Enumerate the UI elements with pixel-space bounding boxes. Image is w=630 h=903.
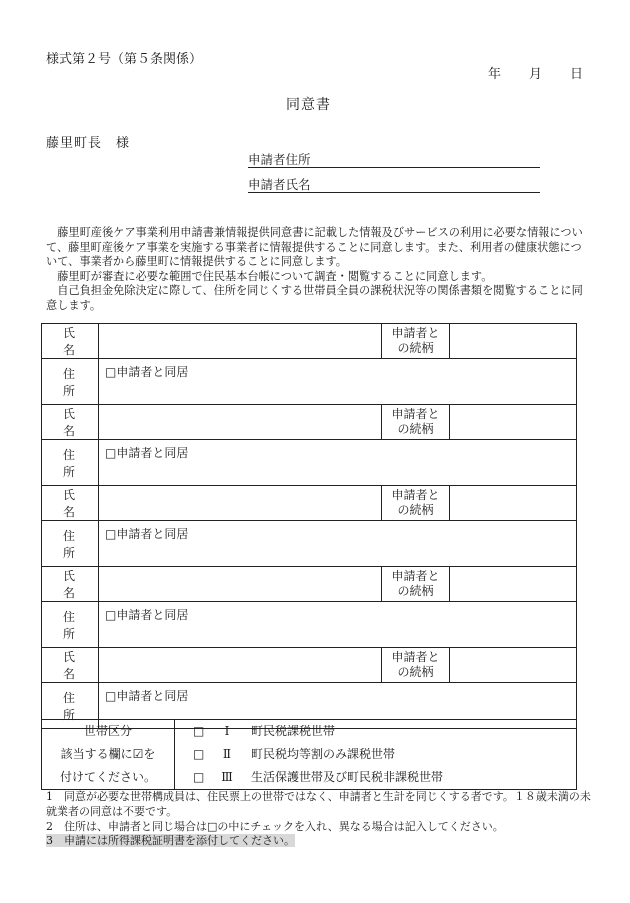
member-address-row: [42, 359, 577, 405]
member-relation-input[interactable]: [450, 324, 577, 359]
option-number: Ⅱ: [222, 747, 232, 761]
address-label: 住 所: [42, 359, 99, 405]
highlighted-note: 3 申請には所得課税証明書を添付してください。: [46, 834, 295, 848]
note-item: 1 同意が必要な世帯構成員は、住民票上の世帯ではなく、申請者と生計を同じくする者です。１８歳未満の未就業者の同意は不要です。: [46, 790, 591, 818]
member-name-row: [42, 324, 577, 359]
consent-text: [46, 226, 586, 314]
checkbox-icon[interactable]: □: [193, 747, 205, 761]
note-item: 2 住所は、申請者と同じ場合は□の中にチェックを入れ、異なる場合は記入してください。: [46, 819, 504, 833]
member-address-input[interactable]: [99, 359, 577, 405]
member-relation-input[interactable]: [450, 405, 577, 440]
household-option-1[interactable]: [193, 720, 576, 743]
cohabit-checkbox[interactable]: □申請者と同居: [105, 365, 189, 379]
applicant-address-label: 申請者住所: [248, 152, 311, 167]
notes: [46, 790, 591, 849]
name-label: 氏 名: [42, 567, 99, 602]
relation-label: [382, 567, 450, 602]
household-category-title: 世帯区分: [83, 724, 132, 738]
relation-label: [382, 486, 450, 521]
option-label: 町民税均等割のみ課税世帯: [251, 747, 396, 761]
relation-label-line: 申請者と: [391, 650, 440, 664]
member-name-row: [42, 486, 577, 521]
member-name-row: [42, 567, 577, 602]
household-option-2[interactable]: [193, 743, 576, 766]
member-name-input[interactable]: [99, 405, 382, 440]
relation-label: [382, 324, 450, 359]
addressee: 藤里町長 様: [46, 136, 131, 151]
member-name-row: [42, 405, 577, 440]
name-label: 氏 名: [42, 486, 99, 521]
option-number: Ⅰ: [224, 724, 230, 738]
relation-label-line: の続柄: [397, 341, 434, 355]
member-name-input[interactable]: [99, 567, 382, 602]
name-label: 氏 名: [42, 648, 99, 683]
date-year: 年: [488, 67, 502, 82]
document-title: 同意書: [286, 97, 331, 113]
relation-label-line: 申請者と: [391, 326, 440, 340]
option-label: 町民税課税世帯: [251, 724, 336, 738]
relation-label-line: の続柄: [397, 584, 434, 598]
member-name-input[interactable]: [99, 324, 382, 359]
address-label: 住 所: [42, 602, 99, 648]
member-relation-input[interactable]: [450, 567, 577, 602]
option-label: 生活保護世帯及び町民税非課税世帯: [251, 770, 444, 784]
member-address-input[interactable]: [99, 602, 577, 648]
cohabit-checkbox[interactable]: □申請者と同居: [105, 689, 189, 703]
checkbox-icon[interactable]: □: [193, 770, 205, 784]
address-label: 住 所: [42, 683, 99, 729]
name-label: 氏 名: [42, 324, 99, 359]
name-label: 氏 名: [42, 405, 99, 440]
date-line: [488, 63, 583, 82]
checkbox-icon[interactable]: □: [193, 724, 205, 738]
relation-label-line: 申請者と: [391, 407, 440, 421]
relation-label-line: の続柄: [397, 665, 434, 679]
consent-paragraph: 自己負担金免除決定に際して、住所を同じくする世帯員全員の課税状況等の関係書類を閲覧することに同意します。: [46, 284, 583, 312]
consent-paragraph: 藤里町が審査に必要な範囲で住民基本台帳について調査・閲覧することに同意します。: [57, 269, 493, 283]
relation-label-line: 申請者と: [391, 569, 440, 583]
date-month: 月: [529, 67, 543, 82]
member-name-input[interactable]: [99, 486, 382, 521]
relation-label-line: の続柄: [397, 422, 434, 436]
address-label: 住 所: [42, 440, 99, 486]
household-category-instruction: 付けてください。: [59, 770, 156, 784]
member-relation-input[interactable]: [450, 648, 577, 683]
member-name-row: [42, 648, 577, 683]
cohabit-checkbox[interactable]: □申請者と同居: [105, 608, 189, 622]
household-category-instruction: 該当する欄に☑を: [60, 747, 156, 761]
applicant-name-field[interactable]: [248, 175, 540, 193]
member-address-input[interactable]: [99, 440, 577, 486]
relation-label-line: の続柄: [397, 503, 434, 517]
date-day: 日: [570, 67, 584, 82]
household-option-3[interactable]: [193, 766, 576, 789]
note-item: [46, 834, 591, 849]
form-number: 様式第２号（第５条関係）: [46, 52, 203, 67]
relation-label: [382, 405, 450, 440]
household-members-table: [41, 323, 577, 729]
address-label: 住 所: [42, 521, 99, 567]
member-relation-input[interactable]: [450, 486, 577, 521]
member-address-row: [42, 440, 577, 486]
cohabit-checkbox[interactable]: □申請者と同居: [105, 527, 189, 541]
household-category-label: [42, 720, 175, 790]
member-address-input[interactable]: [99, 521, 577, 567]
member-address-row: [42, 521, 577, 567]
option-number: Ⅲ: [221, 770, 233, 784]
consent-paragraph: 藤里町産後ケア事業利用申請書兼情報提供同意書に記載した情報及びサービスの利用に必要な情報について、藤里町産後ケア事業を実施する事業者に情報提供することに同意します。また、利用者の健康状態について、事業者から藤里町に情報提供することに同意します。: [46, 226, 583, 269]
relation-label: [382, 648, 450, 683]
applicant-address-field[interactable]: [248, 150, 540, 168]
household-category-options: [175, 720, 577, 790]
member-address-row: [42, 602, 577, 648]
member-name-input[interactable]: [99, 648, 382, 683]
applicant-name-label: 申請者氏名: [248, 177, 311, 192]
household-category-table: [41, 719, 577, 790]
cohabit-checkbox[interactable]: □申請者と同居: [105, 446, 189, 460]
relation-label-line: 申請者と: [391, 488, 440, 502]
